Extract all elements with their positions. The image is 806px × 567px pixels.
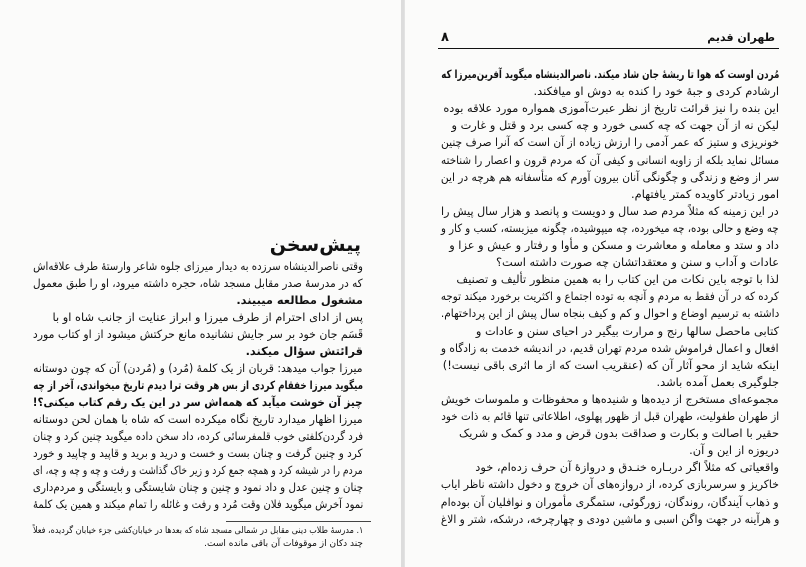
text-line: فرد گردن‌کلفتی خوب قلمفرسائی کرده، داد سخن داده میگوید چنین کرد و چنان [32,429,363,443]
text-line: وقتی ناصرالدینشاه سرزده به دیدار میرزای جلوه شاعر وارستهٔ طرف علاقه‌اش [33,259,363,273]
footnote-line: چند دکان از موقوفات آن باقی مانده است. [204,539,363,549]
text-line: میرزا اظهار میدارد تاریخ نگاه میکرده است که شاه با همان لحن دوستانه [33,412,363,426]
text-line: میرزا جواب میدهد: قربان از یک کلمهٔ (مُرد) و (مُردن) آن که چون دوستانه [33,361,363,375]
text-line: داد و ستد و معامله و معاشرت و مسکن و مأوا و رفتار و عیش و عزا و [449,238,779,252]
text-line: لذا با توجه باین نکات من این کتاب را به همین منظور تألیف و تصنیف [456,272,779,287]
text-line: امور زیادتر کاویده کمتر یافتهام. [631,186,779,201]
text-line: عادات و آداب و سنن و معتقداتشان چه صورت داشته است؟ [495,255,779,270]
running-title: طهران قدیم [707,31,775,44]
book-gutter [401,0,404,567]
text-line: سر از وضع و زندگی و چگونگی آنان بیرون آورم که متأسفانه هم هرچه در این [440,169,779,184]
text-line: از طهران طفولیت، طهران قبل از ظهور پهلوی، اطلاعاتی تنها قائم به ذات خود [440,409,779,423]
text-line: کرده که در آن فقط به مردم و آنچه به توده اجتماع و اکثریت برخورد میکند توجه [441,289,779,304]
text-line: چنان و چنین عدل و داد نمود و چنین و چنان شایستگی و بایستگی و مردم‌داری [32,480,363,494]
footnote-line: ۱. مدرسهٔ طلاب دینی مقابل در شمالی مسجد شاه که بعدها در خیابان‌کشی جزء خیابان گردیده، فعلاً [32,526,363,536]
text-line: مشغول مطالعه میبیند. [236,293,363,307]
text-line: حقیر با اصالت و بکارت و صداقت بدون قرض و مدد و کمک و شریک [459,426,779,441]
running-header [438,28,779,49]
text-line: میگوید میرزا خفقام کردی از بس هر وقت ترا دیدم تاریخ میخواندی، آخر از چه [33,378,363,392]
text-line: نمود آخرش میگوید فلان وقت مُرد و رفت و غائله را تمام میکند و همین یک کلمهٔ [32,497,363,511]
text-line: و ذهاب آیندگان، روندگان، زورگوئی، ستمگری مأموران و نوافلیان آن بوده‌ام [441,494,779,509]
text-line: پس از ادای احترام از طرف میرزا و ابراز عنایت از جانب شاه او با [52,310,363,324]
text-line: واقعیاتی که مثلاً اگر دربـاره خنـدق و دروازهٔ آن حرف زده‌ام، خود [475,460,779,475]
text-line: مجموعه‌ای مستخرج از دیده‌ها و شنیده‌ها و محفوظات و ملموسات خویش [441,391,779,406]
right-page [404,0,806,567]
text-line: قَسَم جان خود بر سر جایش نشانیده مانع حرکتش میشود از او کتاب مورد [32,327,363,341]
text-line: خونریزی و ستیز که عمر آدمی را ارزش زیاده از آن است که آنرا صرف چنین [440,135,779,150]
chapter-title: پیش‌سخن [269,234,361,256]
text-line: کتابی ماحصل سالها رنج و مرارت بیگیر در احیای سنن و عادات و [475,323,779,338]
text-line: مسائل نماید بلکه از زاویه انسانی و کیفی آن که مردم قرون و اعصار را شناخته [440,152,779,167]
footnote-rule [226,521,371,522]
text-line: در این زمینه که مثلاً مردم صد سال و دویست و پانصد و هزار سال پیش را [441,203,779,218]
text-line: کرد و چنین گرفت و چنان بست و خست و درید و برید و قاپید و چاپید و خورد [33,446,363,460]
text-line: دریوزه از این و آن. [689,443,779,458]
text-line: ارشادم کردی و جبهٔ خود را کنده به دوش او میافکند. [533,84,779,99]
text-line: قرائتش سؤال میکند. [245,344,363,358]
text-line: این بنده را نیز قرائت تاریخ از نظر عبرت‌آموزی همواره مورد علاقه بوده [443,101,779,116]
text-line: افعال و اعمال فراموش شده مردم تهران قدیم، در اندیشه خدمت به زادگاه و [441,340,779,355]
left-page [0,0,401,567]
text-line: چیز آن خوشت میآید که همه‌اش سر در این یک رقم کتاب میکنی؟! [33,395,363,409]
text-line: که در مدرسهٔ صدر مقابل مسجد شاه، حجره داشته میرود، او را طبق معمول [33,276,363,290]
text-line: خاکریز و سرسربازی کرده، از دروازه‌های آن خروج و دخول داشته ناظر ایاب [441,477,779,492]
text-line: مردم را در شیشه کرد و همچه جمع کرد و زیر خاک گذاشت و رفت و چه و چه و چه، ای [33,463,363,477]
text-line: چه وضع و حالی بوده، چه میخورده، چه میپوشیده، چگونه میزیسته، کسب و کار و [441,220,779,235]
text-line: و هرآینه در جهت واگن اسبی و ماشین دودی و چهارچرخه، درشکه، شتر و الاغ [440,511,779,526]
text-line: لیکن نه از آن جهت که چه کسی خورد و چه کسی برد و قتل و غارت و [451,118,779,133]
text-line: جلوگیری بعمل آمده باشد. [656,374,779,389]
page-number: ۸ [441,30,449,45]
text-line: داشته به ترسیم اوضاع و احوال و کم و کیف بنجاه سال پیش از این پرداختهام. [440,306,779,321]
text-line: اینکه شاید از محو آثار آن که (عنقریب است که از ما اثری باقی نیست!) [442,357,779,372]
text-line: مُردن اوست که هوا تا ریشهٔ جان شاد میکند. ناصرالدینشاه میگوید آفرین‌میرزا که [440,67,779,81]
